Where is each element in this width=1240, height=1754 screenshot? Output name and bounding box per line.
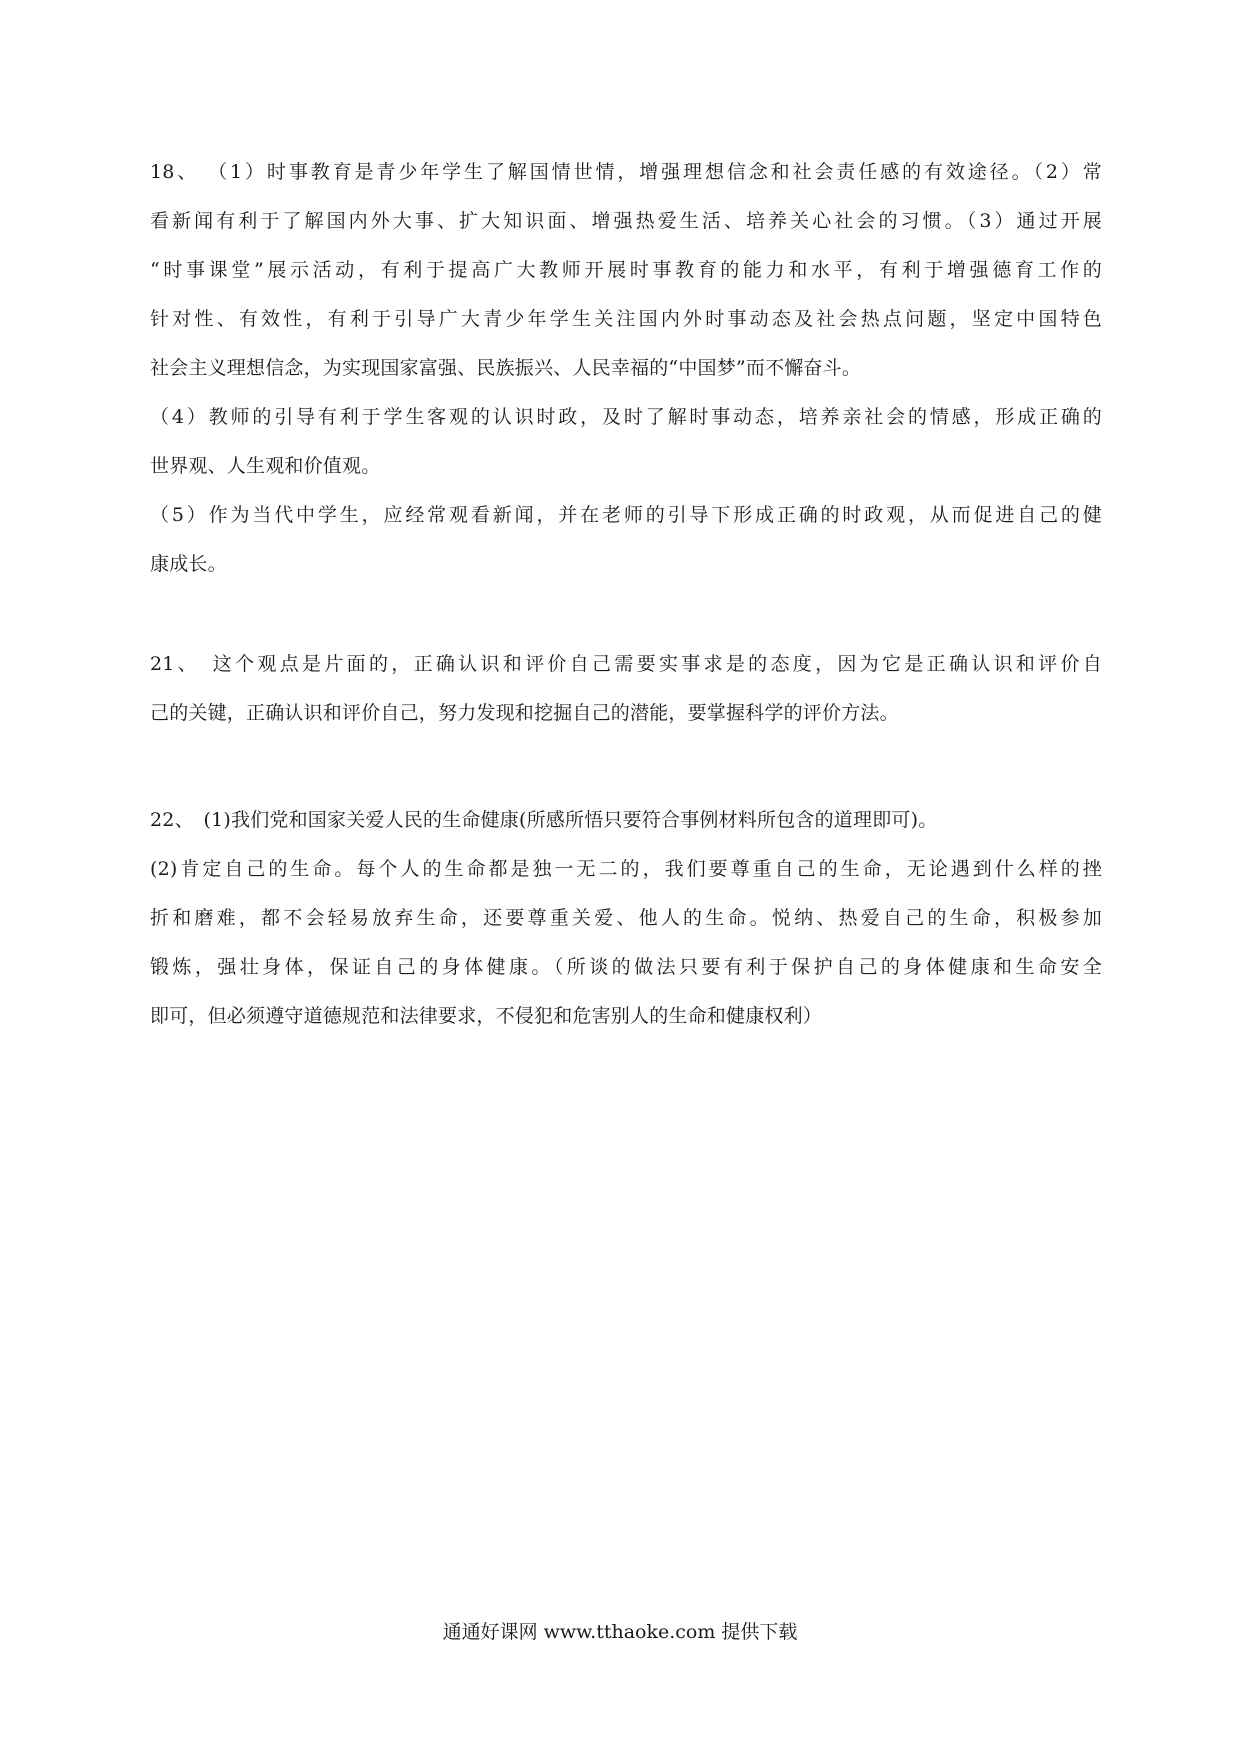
answer-18-line: 看新闻有利于了解国内外大事、扩大知识面、增强热爱生活、培养关心社会的习惯。（3）通过开展 — [150, 210, 1102, 232]
answer-18-line: 康成长。 — [150, 553, 227, 575]
answer-22-line: 22、 (1)我们党和国家关爱人民的生命健康(所感所悟只要符合事例材料所包含的道理即可)。 — [150, 809, 938, 831]
answer-21-line: 21、 这个观点是片面的，正确认识和评价自己需要实事求是的态度，因为它是正确认识和评价自 — [150, 653, 1102, 675]
answer-18-line: （5）作为当代中学生，应经常观看新闻，并在老师的引导下形成正确的时政观，从而促进自己的健 — [150, 504, 1102, 526]
answer-22-line: 即可，但必须遵守道德规范和法律要求，不侵犯和危害别人的生命和健康权利） — [150, 1005, 823, 1027]
answer-18 — [150, 148, 1102, 589]
answer-18-line: 18、 （1）时事教育是青少年学生了解国情世情，增强理想信念和社会责任感的有效途径。（2）常 — [150, 161, 1102, 183]
answer-22-line: (2)肯定自己的生命。每个人的生命都是独一无二的，我们要尊重自己的生命，无论遇到什么样的挫 — [150, 858, 1102, 880]
answer-22-line: 折和磨难，都不会轻易放弃生命，还要尊重关爱、他人的生命。悦纳、热爱自己的生命，积极参加 — [150, 907, 1102, 929]
answer-18-line: 社会主义理想信念，为实现国家富强、民族振兴、人民幸福的“中国梦”而不懈奋斗。 — [150, 357, 862, 379]
page-footer: 通通好课网 www.tthaoke.com 提供下载 — [442, 1621, 798, 1643]
answer-18-line: 世界观、人生观和价值观。 — [150, 455, 381, 477]
answer-22-line: 锻炼，强壮身体，保证自己的身体健康。（所谈的做法只要有利于保护自己的身体健康和生命安全 — [150, 956, 1102, 978]
answer-18-line: （4）教师的引导有利于学生客观的认识时政，及时了解时事动态，培养亲社会的情感，形成正确的 — [150, 406, 1102, 428]
answer-21 — [150, 640, 1102, 738]
answer-21-line: 己的关键，正确认识和评价自己，努力发现和挖掘自己的潜能，要掌握科学的评价方法。 — [150, 702, 899, 724]
answer-22 — [150, 796, 1102, 1041]
answer-18-line: 针对性、有效性，有利于引导广大青少年学生关注国内外时事动态及社会热点问题，坚定中国特色 — [150, 308, 1102, 330]
answer-18-line: “时事课堂”展示活动，有利于提高广大教师开展时事教育的能力和水平，有利于增强德育工作的 — [150, 259, 1102, 281]
